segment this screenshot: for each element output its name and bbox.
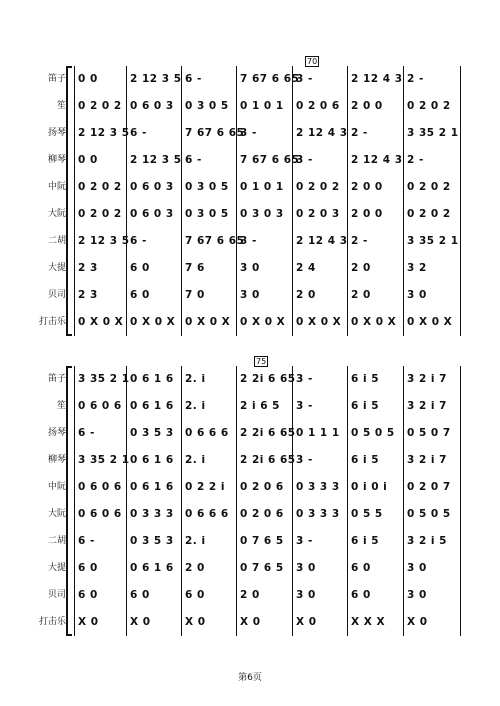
measure-notes: 6 - <box>78 427 95 439</box>
measure-notes: 0 3 0 5 <box>185 181 229 193</box>
instrument-label: 笙 <box>56 101 66 111</box>
measure-notes: 6 i 5 <box>351 454 380 466</box>
measure-notes: 7 67 6 65 <box>240 154 300 166</box>
instrument-label: 笛子 <box>47 74 66 84</box>
measure-notes: 0 6 1 6 <box>130 562 174 574</box>
measure-notes: 2 12 3 5 <box>78 127 130 139</box>
instrument-label: 打击乐 <box>38 617 66 627</box>
measure-notes: 0 2 0 2 <box>407 181 451 193</box>
measure-notes: 2 4 <box>296 262 316 274</box>
measure-notes: 2 3 <box>78 262 98 274</box>
measure-notes: 6 0 <box>351 562 371 574</box>
measure-notes: 6 0 <box>130 262 150 274</box>
measure-notes: 0 2 0 2 <box>78 100 122 112</box>
measure-notes: 2 0 <box>185 562 205 574</box>
measure-notes: 3 2 i 7 <box>407 400 447 412</box>
measure-notes: 0 2 0 2 <box>78 181 122 193</box>
measure-notes: X 0 <box>296 616 317 628</box>
instrument-label: 贝司 <box>47 590 66 600</box>
measure-notes: 0 3 3 3 <box>296 508 340 520</box>
measure-notes: 2 12 3 5 <box>78 235 130 247</box>
measure-notes: 0 3 0 5 <box>185 100 229 112</box>
measure-notes: 2. i <box>185 454 206 466</box>
measure-notes: 0 7 6 5 <box>240 535 284 547</box>
measure-notes: 2 i 6 5 <box>240 400 280 412</box>
measure-notes: 3 - <box>296 154 313 166</box>
instrument-row <box>0 66 500 92</box>
measure-notes: 0 X 0 X <box>130 316 176 328</box>
measure-notes: 0 3 3 3 <box>296 481 340 493</box>
instrument-row <box>0 201 500 227</box>
instrument-row <box>0 420 500 446</box>
measure-notes: 0 X 0 X <box>185 316 231 328</box>
measure-notes: 6 - <box>185 154 202 166</box>
measure-notes: 0 2 2 i <box>185 481 225 493</box>
measure-notes: 2 0 <box>351 262 371 274</box>
instrument-label: 二胡 <box>47 236 66 246</box>
measure-notes: 6 0 <box>185 589 205 601</box>
instrument-row <box>0 255 500 281</box>
measure-notes: 0 0 <box>78 73 98 85</box>
measure-notes: 3 0 <box>407 289 427 301</box>
measure-notes: 0 2 0 7 <box>407 481 451 493</box>
measure-notes: 0 5 5 <box>351 508 383 520</box>
measure-notes: 3 0 <box>240 262 260 274</box>
measure-notes: 3 35 2 1 <box>407 127 459 139</box>
measure-notes: 0 X 0 X <box>296 316 342 328</box>
instrument-row <box>0 228 500 254</box>
measure-notes: 2 - <box>351 127 368 139</box>
measure-notes: 6 0 <box>351 589 371 601</box>
measure-notes: 0 2 0 6 <box>240 508 284 520</box>
measure-notes: 0 1 1 1 <box>296 427 340 439</box>
measure-notes: 0 0 <box>78 154 98 166</box>
instrument-row <box>0 93 500 119</box>
measure-notes: 2 3 <box>78 289 98 301</box>
instrument-row <box>0 174 500 200</box>
instrument-row <box>0 447 500 473</box>
instrument-row <box>0 555 500 581</box>
measure-notes: 2 0 <box>296 289 316 301</box>
measure-notes: 6 i 5 <box>351 535 380 547</box>
measure-notes: 0 3 3 3 <box>130 508 174 520</box>
measure-notes: 3 - <box>240 127 257 139</box>
measure-notes: 2 12 4 3 <box>296 127 348 139</box>
measure-notes: 6 - <box>130 235 147 247</box>
measure-notes: 0 5 0 7 <box>407 427 451 439</box>
measure-notes: 2 12 4 3 <box>351 73 403 85</box>
measure-notes: 7 67 6 65 <box>185 235 245 247</box>
measure-notes: 0 3 5 3 <box>130 427 174 439</box>
measure-notes: 6 - <box>78 535 95 547</box>
measure-notes: 6 0 <box>130 589 150 601</box>
measure-notes: 3 0 <box>407 562 427 574</box>
measure-notes: 0 6 0 6 <box>78 400 122 412</box>
measure-notes: 0 1 0 1 <box>240 181 284 193</box>
instrument-row <box>0 147 500 173</box>
measure-notes: 0 3 0 5 <box>185 208 229 220</box>
instrument-row <box>0 309 500 335</box>
measure-notes: 3 - <box>296 535 313 547</box>
instrument-label: 中阮 <box>47 182 66 192</box>
instrument-label: 二胡 <box>47 536 66 546</box>
measure-notes: 0 6 0 6 <box>78 508 122 520</box>
measure-notes: 0 6 6 6 <box>185 508 229 520</box>
measure-notes: 6 - <box>185 73 202 85</box>
measure-notes: X 0 <box>240 616 261 628</box>
measure-notes: 0 i 0 i <box>351 481 388 493</box>
instrument-label: 扬琴 <box>47 128 66 138</box>
instrument-row <box>0 366 500 392</box>
instrument-label: 大提 <box>47 563 66 573</box>
measure-notes: 6 0 <box>130 289 150 301</box>
measure-notes: 2. i <box>185 373 206 385</box>
measure-notes: 0 2 0 2 <box>407 208 451 220</box>
measure-notes: 3 - <box>296 454 313 466</box>
instrument-label: 笛子 <box>47 374 66 384</box>
measure-notes: 0 7 6 5 <box>240 562 284 574</box>
measure-notes: 6 0 <box>78 562 98 574</box>
instrument-row <box>0 501 500 527</box>
measure-notes: 2 12 3 5 <box>130 154 182 166</box>
measure-notes: 0 2 0 6 <box>296 100 340 112</box>
instrument-row <box>0 393 500 419</box>
measure-notes: 0 5 0 5 <box>407 508 451 520</box>
measure-notes: 0 3 5 3 <box>130 535 174 547</box>
measure-notes: 6 0 <box>78 589 98 601</box>
measure-notes: 2 - <box>351 235 368 247</box>
instrument-row <box>0 120 500 146</box>
measure-notes: 3 - <box>240 235 257 247</box>
measure-notes: 6 i 5 <box>351 400 380 412</box>
measure-notes: X 0 <box>185 616 206 628</box>
measure-notes: 2 - <box>407 154 424 166</box>
measure-notes: 0 X 0 X <box>407 316 453 328</box>
measure-notes: 2 0 <box>240 589 260 601</box>
measure-notes: 3 35 2 1 <box>78 373 130 385</box>
measure-notes: 2 12 4 3 <box>351 154 403 166</box>
measure-notes: 3 0 <box>296 562 316 574</box>
instrument-label: 中阮 <box>47 482 66 492</box>
measure-notes: 3 - <box>296 400 313 412</box>
measure-notes: X 0 <box>78 616 99 628</box>
measure-notes: 0 1 0 1 <box>240 100 284 112</box>
measure-notes: 0 6 1 6 <box>130 481 174 493</box>
measure-notes: 3 35 2 1 <box>407 235 459 247</box>
measure-notes: 0 6 0 6 <box>78 481 122 493</box>
measure-notes: 7 0 <box>185 289 205 301</box>
instrument-label: 扬琴 <box>47 428 66 438</box>
measure-notes: 3 2 <box>407 262 427 274</box>
instrument-row <box>0 282 500 308</box>
measure-notes: 0 X 0 X <box>351 316 397 328</box>
instrument-row <box>0 528 500 554</box>
measure-notes: 0 5 0 5 <box>351 427 395 439</box>
measure-notes: 0 2 0 2 <box>296 181 340 193</box>
measure-notes: X X X <box>351 616 386 628</box>
measure-notes: 3 0 <box>407 589 427 601</box>
measure-notes: 3 - <box>296 73 313 85</box>
instrument-label: 贝司 <box>47 290 66 300</box>
measure-notes: 0 X 0 X <box>240 316 286 328</box>
instrument-row <box>0 474 500 500</box>
measure-notes: 2 12 3 5 <box>130 73 182 85</box>
measure-notes: 2 0 0 <box>351 100 383 112</box>
measure-notes: 0 6 6 6 <box>185 427 229 439</box>
measure-notes: 2. i <box>185 535 206 547</box>
instrument-label: 笙 <box>56 401 66 411</box>
measure-notes: 0 6 0 3 <box>130 181 174 193</box>
measure-notes: 0 X 0 X <box>78 316 124 328</box>
measure-notes: 7 67 6 65 <box>185 127 245 139</box>
measure-notes: 7 67 6 65 <box>240 73 300 85</box>
measure-notes: 2 12 4 3 <box>296 235 348 247</box>
measure-notes: 0 6 1 6 <box>130 373 174 385</box>
measure-notes: 0 2 0 2 <box>407 100 451 112</box>
instrument-label: 打击乐 <box>38 317 66 327</box>
score-system <box>0 57 500 336</box>
measure-notes: 2 - <box>407 73 424 85</box>
instrument-label: 柳琴 <box>47 155 66 165</box>
measure-notes: 2. i <box>185 400 206 412</box>
measure-notes: 3 0 <box>240 289 260 301</box>
measure-notes: X 0 <box>407 616 428 628</box>
instrument-row <box>0 582 500 608</box>
instrument-label: 大阮 <box>47 209 66 219</box>
instrument-label: 大阮 <box>47 509 66 519</box>
measure-notes: X 0 <box>130 616 151 628</box>
instrument-row <box>0 609 500 635</box>
measure-notes: 2 0 0 <box>351 208 383 220</box>
measure-notes: 0 6 0 3 <box>130 208 174 220</box>
measure-notes: 3 2 i 7 <box>407 454 447 466</box>
score-system <box>0 357 500 636</box>
measure-notes: 3 0 <box>296 589 316 601</box>
measure-notes: 0 6 0 3 <box>130 100 174 112</box>
measure-notes: 0 6 1 6 <box>130 454 174 466</box>
instrument-label: 柳琴 <box>47 455 66 465</box>
measure-notes: 2 0 <box>351 289 371 301</box>
measure-notes: 0 3 0 3 <box>240 208 284 220</box>
rehearsal-mark: 75 <box>256 357 267 366</box>
measure-notes: 7 6 <box>185 262 205 274</box>
measure-notes: 3 2 i 7 <box>407 373 447 385</box>
measure-notes: 0 2 0 3 <box>296 208 340 220</box>
measure-notes: 6 - <box>130 127 147 139</box>
measure-notes: 0 6 1 6 <box>130 400 174 412</box>
measure-notes: 2 0 0 <box>351 181 383 193</box>
rehearsal-mark: 70 <box>307 57 318 66</box>
measure-notes: 6 i 5 <box>351 373 380 385</box>
measure-notes: 3 2 i 5 <box>407 535 447 547</box>
measure-notes: 0 2 0 6 <box>240 481 284 493</box>
measure-notes: 2 2i 6 65 <box>240 454 296 466</box>
measure-notes: 2 2i 6 65 <box>240 427 296 439</box>
instrument-label: 大提 <box>47 263 66 273</box>
page-number: 第6页 <box>238 673 262 683</box>
measure-notes: 3 - <box>296 373 313 385</box>
measure-notes: 0 2 0 2 <box>78 208 122 220</box>
measure-notes: 3 35 2 1 <box>78 454 130 466</box>
measure-notes: 2 2i 6 65 <box>240 373 296 385</box>
